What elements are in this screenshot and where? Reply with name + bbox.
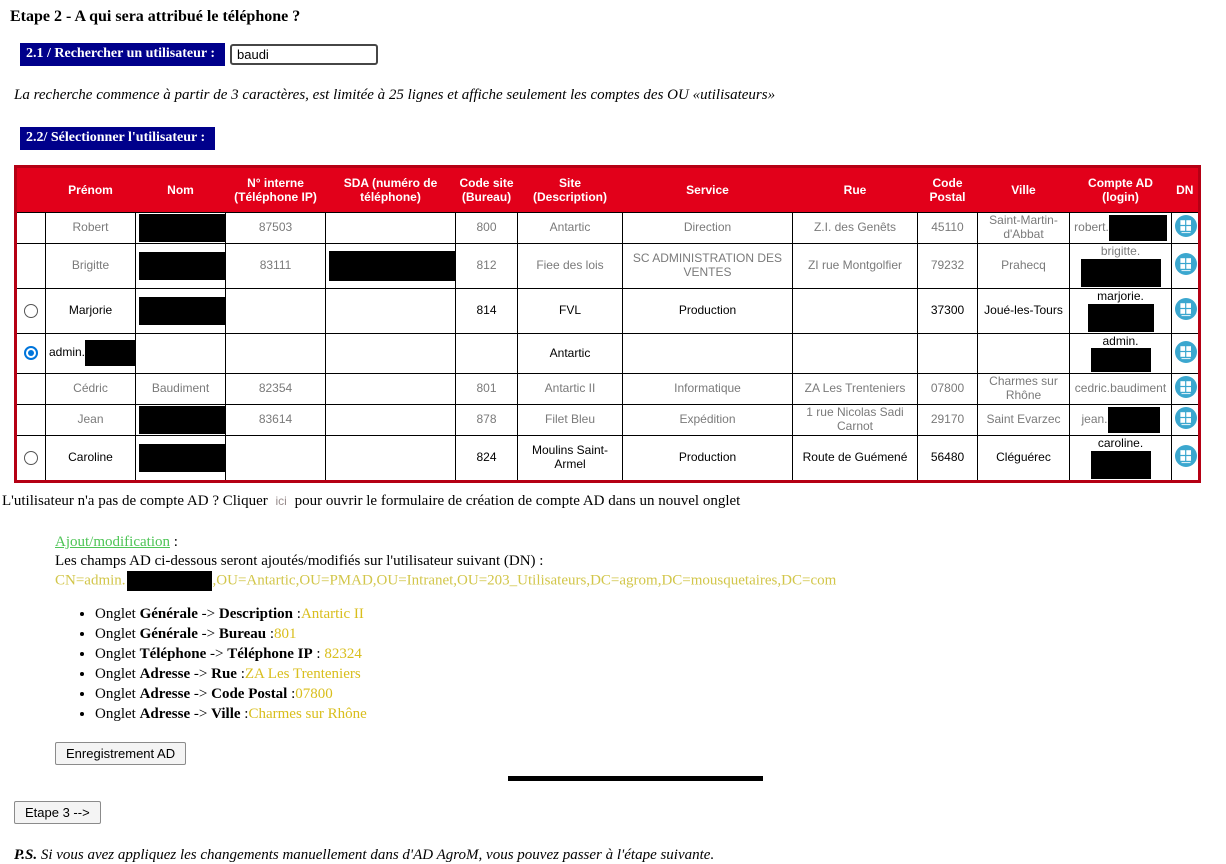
ad-field-value: Antartic II [300, 605, 364, 622]
ad-field-text: : [293, 605, 301, 622]
redaction-box [85, 340, 135, 366]
cell-rue [793, 288, 918, 333]
cell-nom [136, 333, 226, 374]
cell-sda [326, 288, 456, 333]
column-header-compte-ad: Compte AD (login) [1070, 167, 1172, 213]
ad-field-text: : [266, 625, 275, 642]
redaction-box [1088, 304, 1154, 332]
ad-field-text: Générale [139, 605, 198, 622]
cell-service [623, 213, 793, 244]
cell-prenom [46, 374, 136, 405]
cell-radio [16, 244, 46, 289]
ad-field-text: Onglet [95, 685, 140, 702]
cell-text: 814 [476, 302, 497, 317]
cell-nom [136, 244, 226, 289]
cell-text: Fiee des lois [536, 258, 604, 272]
cell-nom [136, 288, 226, 333]
cell-text: Antartic [549, 345, 591, 360]
redaction-box [1081, 259, 1161, 287]
cell-text: ZI rue Montgolfier [807, 258, 903, 272]
cell-interne [226, 244, 326, 289]
cell-text: Expédition [679, 412, 736, 427]
column-header-ville: Ville [978, 167, 1070, 213]
cell-interne [226, 404, 326, 435]
ad-field-value: 801 [274, 625, 297, 642]
ad-field-item [95, 666, 1226, 683]
cell-text: brigitte. [1100, 244, 1141, 258]
cell-site [518, 333, 623, 374]
ad-field-text: Rue [211, 665, 237, 682]
cell-text: Z.I. des Genêts [813, 220, 897, 235]
cell-code-postal [918, 244, 978, 289]
cell-text: Moulins Saint-Armel [531, 443, 609, 471]
search-input[interactable] [230, 44, 378, 65]
cell-nom [136, 213, 226, 244]
cell-radio [16, 333, 46, 374]
cell-interne [226, 435, 326, 481]
ad-field-text: Téléphone IP [227, 645, 313, 662]
cell-site [518, 213, 623, 244]
redaction-box [139, 444, 226, 472]
redaction-box [1091, 348, 1151, 372]
cell-code-site [456, 435, 518, 481]
ad-field-text: Adresse [139, 705, 191, 722]
cell-text: 29170 [930, 412, 965, 427]
ad-field-text: -> [190, 705, 212, 722]
cell-text: Robert [72, 220, 109, 235]
search-section [20, 43, 1226, 66]
ad-field-text: Onglet [95, 645, 140, 662]
cell-sda [326, 435, 456, 481]
cell-rue [793, 244, 918, 289]
cell-text: 37300 [930, 302, 965, 317]
no-account-text-after: pour ouvrir le formulaire de création de compte AD dans un nouvel onglet [290, 492, 741, 509]
column-header-interne: N° interne (Téléphone IP) [226, 167, 326, 213]
column-header-service: Service [623, 167, 793, 213]
cell-ville [978, 244, 1070, 289]
ad-field-value: 82324 [324, 645, 362, 662]
cell-text: Prahecq [1001, 258, 1046, 272]
user-select-radio[interactable] [24, 346, 38, 360]
cell-text: 800 [476, 220, 497, 235]
create-ad-account-link[interactable]: ici [275, 493, 287, 508]
ad-intro-text: Les champs AD ci-dessous seront ajoutés/modifiés sur l'utilisateur suivant (DN) : [55, 552, 544, 569]
cell-rue [793, 374, 918, 405]
cell-radio [16, 374, 46, 405]
cell-site [518, 244, 623, 289]
cell-sda [326, 213, 456, 244]
dn-prefix: CN=admin. [55, 572, 126, 589]
cell-code-site [456, 404, 518, 435]
cell-ville [978, 404, 1070, 435]
cell-sda [326, 404, 456, 435]
cell-ville [978, 435, 1070, 481]
cell-radio [16, 288, 46, 333]
cell-site [518, 435, 623, 481]
ad-field-text: : [312, 645, 325, 662]
cell-text: Charmes sur Rhône [989, 374, 1058, 403]
table-header [16, 167, 1200, 213]
cell-text: 79232 [930, 258, 965, 272]
cell-prenom [46, 404, 136, 435]
cell-code-postal [918, 213, 978, 244]
cell-text: 45110 [931, 220, 964, 235]
table-row [16, 404, 1200, 435]
ajout-modification-suffix: : [169, 533, 178, 550]
cell-service [623, 435, 793, 481]
cell-text: FVL [558, 302, 581, 317]
ad-modification-section [55, 534, 1226, 765]
cell-rue [793, 404, 918, 435]
ad-field-text: Adresse [139, 665, 191, 682]
cell-sda [326, 374, 456, 405]
redaction-box [508, 776, 763, 781]
next-step-button[interactable]: Etape 3 --> [14, 801, 101, 824]
cell-code-site [456, 333, 518, 374]
ad-field-text: Code Postal [211, 685, 288, 702]
ad-field-text: Téléphone [139, 645, 207, 662]
ad-field-text: Bureau [218, 625, 267, 642]
redaction-box [139, 214, 226, 242]
ad-field-text: Onglet [95, 705, 140, 722]
user-select-radio[interactable] [24, 451, 38, 465]
cell-text: Route de Guémené [802, 449, 908, 464]
cell-text: 82354 [258, 381, 293, 396]
cell-text: Filet Bleu [544, 412, 596, 427]
cell-nom [136, 404, 226, 435]
cell-service [623, 244, 793, 289]
ad-field-text: Ville [211, 705, 241, 722]
dn-windows-icon[interactable] [1175, 407, 1197, 429]
ad-field-text: Description [218, 605, 294, 622]
ad-field-item [95, 646, 1226, 663]
cell-text: SC ADMINISTRATION DES VENTES [632, 251, 783, 279]
dn-suffix: ,OU=Antartic,OU=PMAD,OU=Intranet,OU=203_Utilisateurs,DC=agrom,DC=mousquetaires,DC=com [212, 572, 837, 589]
ad-field-text: Onglet [95, 605, 140, 622]
cell-text: 824 [476, 449, 497, 464]
ad-fields-list [55, 606, 1226, 723]
cell-radio [16, 435, 46, 481]
user-results-table [14, 165, 1201, 483]
ad-field-text: -> [190, 665, 212, 682]
table-row [16, 213, 1200, 244]
cell-text: cedric.baudiment [1074, 381, 1167, 396]
redaction-box [1091, 451, 1151, 479]
table-row [16, 435, 1200, 481]
cell-code-postal [918, 333, 978, 374]
cell-dn [1172, 404, 1200, 435]
cell-prenom [46, 288, 136, 333]
ad-field-text: -> [206, 645, 228, 662]
cell-code-postal [918, 435, 978, 481]
cell-service [623, 333, 793, 374]
save-ad-button[interactable]: Enregistrement AD [55, 742, 186, 765]
table-row [16, 333, 1200, 374]
cell-code-site [456, 213, 518, 244]
cell-dn [1172, 213, 1200, 244]
cell-text: 878 [476, 412, 497, 427]
cell-sda [326, 244, 456, 289]
cell-ville [978, 213, 1070, 244]
ps-label: P.S. [14, 846, 38, 863]
redaction-box [139, 252, 226, 280]
ad-field-item [95, 606, 1226, 623]
table-row [16, 244, 1200, 289]
select-section-label: 2.2/ Sélectionner l'utilisateur : [20, 127, 215, 150]
redaction-box [139, 297, 226, 325]
cell-text: Antartic [549, 220, 591, 235]
cell-text: Marjorie [68, 302, 113, 317]
column-header-code-site: Code site (Bureau) [456, 167, 518, 213]
cell-text: Jean [77, 412, 104, 427]
cell-compte-ad [1070, 213, 1172, 244]
ad-field-text: Générale [139, 625, 198, 642]
ad-field-text: : [236, 665, 245, 682]
table-body [16, 213, 1200, 482]
cell-text: Production [678, 449, 737, 464]
cell-text: Cléguérec [996, 449, 1051, 464]
cell-text: 812 [476, 258, 497, 272]
cell-radio [16, 213, 46, 244]
cell-text: 07800 [930, 381, 965, 396]
cell-compte-ad [1070, 333, 1172, 374]
cell-text: ZA Les Trenteniers [804, 381, 906, 396]
page-title: Etape 2 - A qui sera attribué le téléphone ? [10, 8, 301, 25]
ad-field-item [95, 686, 1226, 703]
cell-nom [136, 374, 226, 405]
cell-radio [16, 404, 46, 435]
cell-text: 87503 [258, 220, 293, 235]
cell-nom [136, 435, 226, 481]
table-row [16, 374, 1200, 405]
cell-interne [226, 213, 326, 244]
cell-text: robert. [1074, 220, 1109, 235]
cell-dn [1172, 288, 1200, 333]
cell-dn [1172, 333, 1200, 374]
cell-compte-ad [1070, 435, 1172, 481]
ps-note [14, 847, 1226, 864]
table-row [16, 288, 1200, 333]
column-header-dn: DN [1172, 167, 1200, 213]
cell-text: Baudiment [151, 381, 210, 396]
cell-compte-ad [1070, 374, 1172, 405]
cell-ville [978, 374, 1070, 405]
ad-field-value: ZA Les Trenteniers [244, 665, 361, 682]
cell-sda [326, 333, 456, 374]
cell-text: jean. [1081, 412, 1108, 427]
cell-ville [978, 333, 1070, 374]
dn-windows-icon[interactable] [1175, 298, 1197, 320]
ad-field-text: -> [197, 625, 219, 642]
cell-text: admin. [1102, 333, 1139, 348]
cell-text: Informatique [674, 381, 741, 396]
ad-field-text: Adresse [139, 685, 191, 702]
cell-interne [226, 288, 326, 333]
no-account-text-before: L'utilisateur n'a pas de compte AD ? Cliquer [2, 492, 272, 509]
cell-code-site [456, 374, 518, 405]
cell-compte-ad [1070, 404, 1172, 435]
cell-code-site [456, 244, 518, 289]
cell-prenom [46, 435, 136, 481]
column-header-code-postal: Code Postal [918, 167, 978, 213]
column-header-prenom: Prénom [46, 167, 136, 213]
dn-windows-icon[interactable] [1175, 341, 1197, 363]
cell-dn [1172, 244, 1200, 289]
redaction-box [139, 406, 226, 434]
cell-text: 83111 [259, 258, 292, 272]
column-header-sda: SDA (numéro de téléphone) [326, 167, 456, 213]
ps-text: Si vous avez appliquez les changements manuellement dans d'AD AgroM, vous pouvez passer à l'étape suivante. [37, 846, 715, 863]
ajout-modification-link[interactable]: Ajout/modification [55, 533, 170, 550]
cell-text: marjorie. [1097, 288, 1144, 303]
cell-site [518, 288, 623, 333]
ad-field-item [95, 706, 1226, 723]
cell-prenom [46, 244, 136, 289]
dn-windows-icon[interactable] [1175, 376, 1197, 398]
ad-field-value: 07800 [295, 685, 333, 702]
cell-service [623, 288, 793, 333]
cell-text: Antartic II [544, 381, 596, 396]
cell-code-postal [918, 374, 978, 405]
cell-text: caroline. [1097, 435, 1144, 450]
cell-text: 1 rue Nicolas Sadi Carnot [806, 405, 904, 433]
dn-windows-icon[interactable] [1175, 215, 1197, 237]
cell-rue [793, 333, 918, 374]
ad-field-text: : [240, 705, 249, 722]
ad-field-text: -> [190, 685, 212, 702]
search-note: La recherche commence à partir de 3 caractères, est limitée à 25 lignes et affiche seulement les comptes des OU «utilisateurs» [14, 87, 776, 103]
cell-site [518, 404, 623, 435]
cell-prenom [46, 213, 136, 244]
cell-dn [1172, 435, 1200, 481]
search-section-label: 2.1 / Rechercher un utilisateur : [20, 43, 225, 66]
cell-text: Saint Evarzec [986, 412, 1061, 427]
column-header-radio [16, 167, 46, 213]
redaction-box [329, 251, 456, 281]
cell-prenom [46, 333, 136, 374]
cell-rue [793, 435, 918, 481]
ad-field-text: Onglet [95, 625, 140, 642]
cell-dn [1172, 374, 1200, 405]
cell-compte-ad [1070, 244, 1172, 289]
cell-compte-ad [1070, 288, 1172, 333]
cell-code-postal [918, 404, 978, 435]
cell-text: Saint-Martin-d'Abbat [989, 213, 1058, 241]
user-select-radio[interactable] [24, 304, 38, 318]
cell-text: Brigitte [71, 258, 110, 272]
cell-rue [793, 213, 918, 244]
cell-text: Production [678, 302, 737, 317]
cell-service [623, 404, 793, 435]
ad-field-text: Onglet [95, 665, 140, 682]
cell-service [623, 374, 793, 405]
redaction-box [1108, 407, 1160, 433]
cell-text: admin. [49, 345, 86, 360]
redaction-box [1109, 215, 1167, 241]
no-account-note [2, 493, 1226, 510]
ad-field-value: Charmes sur Rhône [248, 705, 367, 722]
dn-windows-icon[interactable] [1175, 253, 1197, 275]
redaction-box [127, 571, 212, 591]
cell-ville [978, 288, 1070, 333]
cell-site [518, 374, 623, 405]
cell-text: 801 [476, 381, 497, 396]
cell-interne [226, 333, 326, 374]
cell-text: Joué-les-Tours [984, 302, 1063, 317]
dn-line [55, 571, 1226, 591]
cell-code-postal [918, 288, 978, 333]
cell-text: 83614 [258, 412, 293, 427]
cell-text: 56480 [930, 449, 965, 464]
cell-code-site [456, 288, 518, 333]
column-header-rue: Rue [793, 167, 918, 213]
cell-text: Cédric [73, 381, 108, 396]
cell-text: Direction [683, 220, 732, 235]
cell-text: Caroline [68, 449, 113, 464]
cell-interne [226, 374, 326, 405]
dn-windows-icon[interactable] [1175, 445, 1197, 467]
ad-field-item [95, 626, 1226, 643]
ad-field-text: -> [197, 605, 219, 622]
column-header-site: Site (Description) [518, 167, 623, 213]
column-header-nom: Nom [136, 167, 226, 213]
select-section [20, 127, 1226, 150]
ad-field-text: : [287, 685, 296, 702]
